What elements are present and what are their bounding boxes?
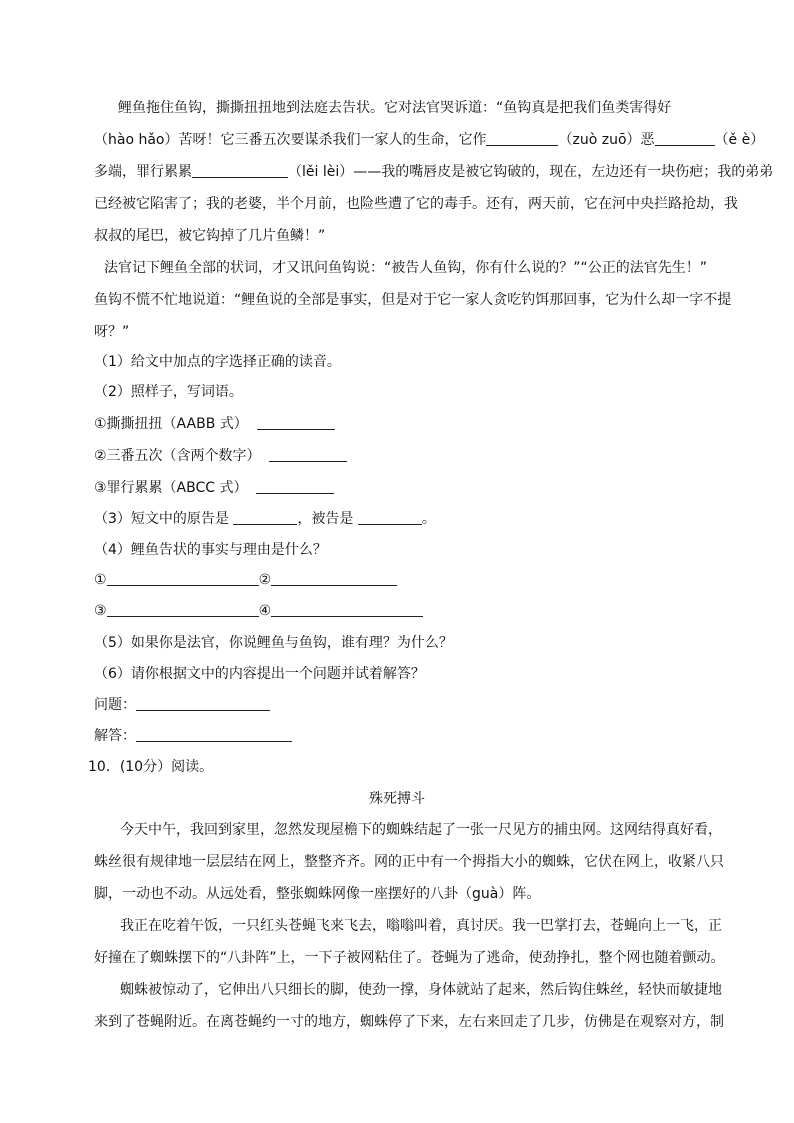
passage1-line-2: （hào hǎo）苦呀！它三番五次要谋杀我们一家人的生命，它作 （zuò zuō）恶 （ě è） [94, 132, 765, 148]
passage1-p2-line-1: 法官记下鲤鱼全部的状词，才又讯问鱼钩说：“被告人鱼钩，你有什么说的？”“公正的法官先生！” [104, 260, 708, 276]
answer-blank-answer[interactable] [136, 727, 292, 742]
answer-blank-plaintiff[interactable] [233, 510, 297, 525]
answer-blank-4-3[interactable] [107, 602, 259, 617]
section-10-line-5: 好撞在了蜘蛛摆下的“八卦阵”上，一下子被网粘住了。苍蝇为了逃命，使劲挣扎，整个网也随着颤动。 [94, 950, 725, 966]
passage1-line-1: 鲤鱼拖住鱼钩，撕撕扭扭地到法庭去告状。它对法官哭诉道：“鱼钩真是把我们鱼类害得好 [118, 100, 672, 116]
question-2a: ①撕撕扭扭（AABB 式） [94, 414, 335, 434]
section-10-line-4: 我正在吃着午饭，一只红头苍蝇飞来飞去，嗡嗡叫着，真讨厌。我一巴掌打去，苍蝇向上一飞，正 [120, 918, 722, 934]
question-3: （3）短文中的原告是 ，被告是 。 [94, 511, 436, 527]
question-4-row-1: ① ② [94, 570, 397, 590]
question-2b: ②三番五次（含两个数字） [94, 446, 347, 466]
question-4: （4）鲤鱼告状的事实与理由是什么？ [94, 542, 327, 558]
question-2: （2）照样子，写词语。 [94, 384, 243, 400]
answer-blank-question[interactable] [136, 696, 270, 711]
answer-blank-defendant[interactable] [358, 510, 422, 525]
passage1-line-5: 叔叔的尾巴，被它钩掉了几片鱼鳞！” [94, 228, 326, 244]
answer-blank-4-2[interactable] [271, 571, 397, 586]
answer-blank-4-1[interactable] [107, 571, 259, 586]
section-10-line-7: 来到了苍蝇附近。在离苍蝇约一寸的地方，蜘蛛停了下来，左右来回走了几步，仿佛是在观察对方，制 [94, 1014, 724, 1030]
question-6-answer: 解答： [94, 726, 292, 746]
section-10-line-1: 今天中午，我回到家里，忽然发现屋檐下的蜘蛛结起了一张一尺见方的捕虫网。这网结得真好看， [120, 822, 722, 838]
blank-lei[interactable] [192, 163, 288, 178]
section-10-line-2: 蛛丝很有规律地一层层结在网上，整整齐齐。网的正中有一个拇指大小的蜘蛛，它伏在网上，收紧八只 [94, 854, 724, 870]
answer-blank-2b[interactable] [269, 447, 347, 462]
passage1-line-4: 已经被它陷害了；我的老婆，半个月前，也险些遭了它的毒手。还有，两天前，它在河中央拦路抢劫，我 [94, 196, 738, 212]
question-2c: ③罪行累累（ABCC 式） [94, 478, 334, 498]
question-6: （6）请你根据文中的内容提出一个问题并试着解答？ [94, 666, 425, 682]
section-10-header: 10．(10分）阅读。 [88, 759, 214, 775]
section-10-title: 殊死搏斗 [369, 791, 425, 807]
section-10-line-6: 蜘蛛被惊动了，它伸出八只细长的脚，使劲一撑，身体就站了起来，然后钩住蛛丝，轻快而敏捷地 [120, 982, 722, 998]
section-10-line-3: 脚，一动也不动。从远处看，整张蜘蛛网像一座摆好的八卦（guà）阵。 [94, 886, 541, 902]
passage1-p2-line-2: 鱼钩不慌不忙地说道：“鲤鱼说的全部是事实，但是对于它一家人贪吃钓饵那回事，它为什么却一字不提 [94, 292, 732, 308]
question-6-ask: 问题： [94, 695, 270, 715]
question-4-row-2: ③ ④ [94, 601, 423, 621]
answer-blank-2a[interactable] [257, 415, 335, 430]
passage1-p2-line-3: 呀？” [94, 324, 130, 340]
question-1: （1）给文中加点的字选择正确的读音。 [94, 354, 341, 370]
blank-zuo[interactable] [486, 131, 558, 146]
question-5: （5）如果你是法官，你说鲤鱼与鱼钩，谁有理？为什么？ [94, 635, 453, 651]
answer-blank-4-4[interactable] [271, 602, 423, 617]
blank-e[interactable] [655, 131, 715, 146]
passage1-line-3: 多端，罪行累累 （lěi lèi）——我的嘴唇皮是被它钩破的，现在，左边还有一块伤疤；我的弟弟 [94, 164, 774, 180]
answer-blank-2c[interactable] [256, 479, 334, 494]
